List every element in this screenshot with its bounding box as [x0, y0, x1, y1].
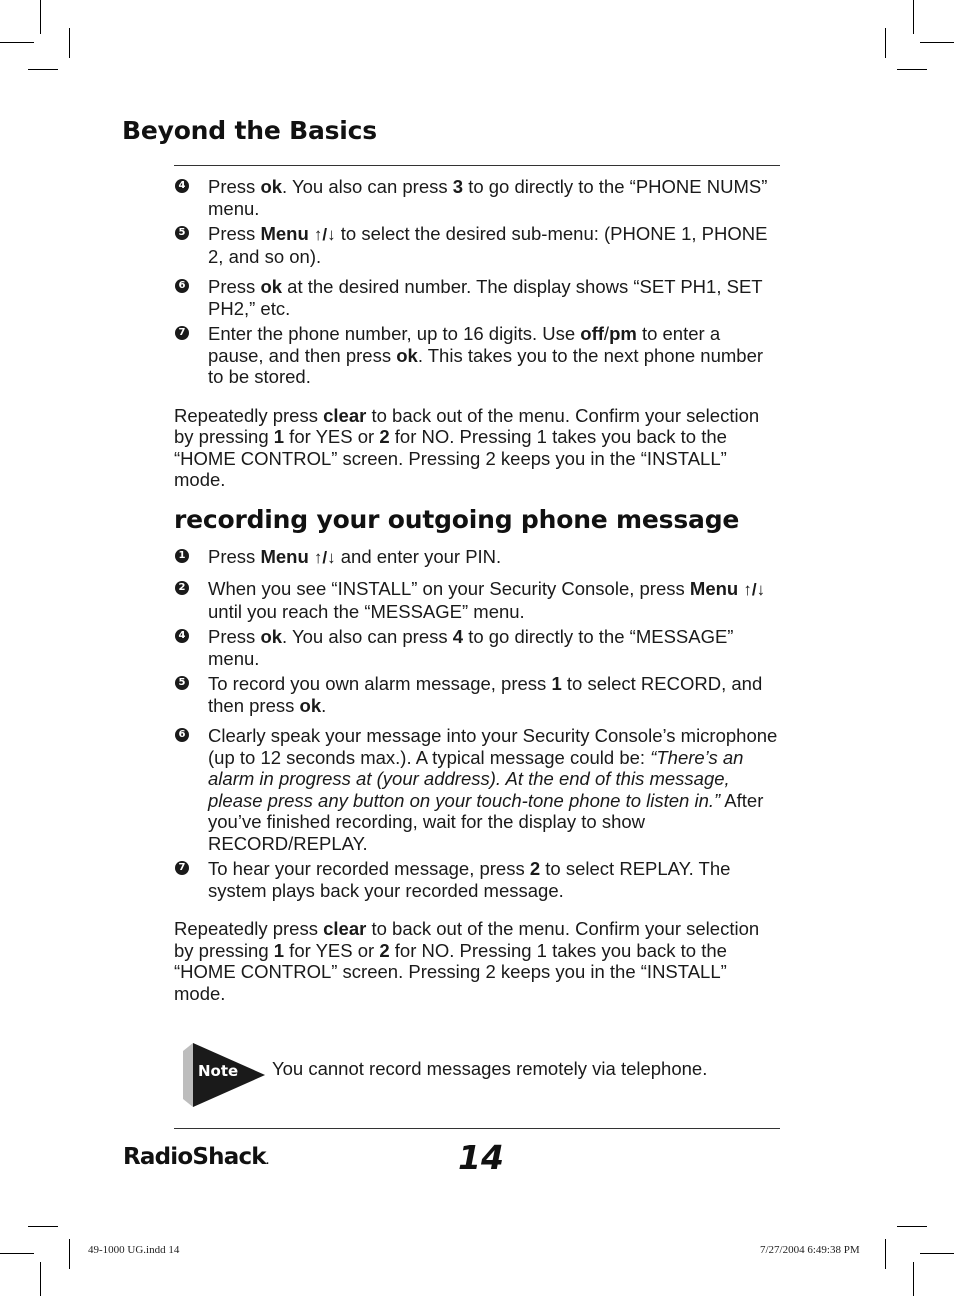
text-run: Press: [208, 223, 261, 244]
example-message: “There’s an alarm in progress at (your address). At the end of this message, please press any button on your touch-tone phone to listen in.”: [208, 746, 744, 811]
text-run: Enter the phone number, up to 16 digits. Use: [208, 323, 581, 344]
step-item: [174, 858, 780, 901]
steps-list-recording: [174, 546, 780, 902]
step-item: [174, 323, 780, 388]
text-run: to go directly to the “MESSAGE” menu.: [208, 626, 734, 669]
brand-name: RadioShack: [123, 1144, 266, 1170]
footer-rule: [174, 1128, 780, 1129]
key-name: ok: [299, 694, 322, 716]
step-item: [174, 276, 780, 319]
key-name: ok: [260, 276, 283, 297]
step-item: [174, 673, 780, 716]
text-run: To hear your recorded message, press: [208, 858, 530, 879]
key-name: 2: [529, 858, 541, 879]
step-text: [208, 323, 780, 388]
text-run: to select REPLAY. The system plays back your recorded message.: [208, 858, 731, 901]
text-run: After you’ve finished recording, wait for the display to show RECORD/REPLAY.: [208, 789, 764, 854]
steps-list-phone-numbers: [174, 176, 780, 388]
step-number-icon: 7: [175, 861, 189, 875]
key-name: pm: [609, 323, 637, 344]
paragraph-b: [174, 918, 780, 1004]
key-name: 2: [379, 939, 390, 961]
key-name: Menu: [260, 545, 314, 567]
key-name: 2: [379, 426, 390, 447]
text-run: Press: [208, 626, 261, 647]
key-name: ok: [260, 176, 283, 197]
step-text: [208, 223, 780, 267]
header-rule: [174, 165, 780, 166]
step-item: [174, 725, 780, 854]
text-run: Press: [208, 276, 261, 297]
key-name: 1: [273, 939, 285, 961]
step-text: [208, 176, 780, 219]
key-name: ok: [260, 626, 283, 647]
step-text: [208, 546, 780, 569]
text-run: Press: [208, 545, 261, 567]
step-number-icon: 4: [175, 629, 189, 643]
up-down-arrows-icon: ↑/↓: [313, 225, 336, 244]
text-run: to enter a pause, and then press: [208, 323, 721, 366]
text-run: until you reach the “MESSAGE” menu.: [208, 600, 525, 622]
text-run: for YES or: [284, 939, 380, 961]
text-run: Press: [208, 176, 261, 197]
step-item: [174, 578, 780, 622]
text-run: at the desired number. The display shows “SET PH1, SET PH2,” etc.: [208, 276, 763, 319]
text-run: to back out of the menu. Confirm your selection by pressing: [174, 918, 760, 961]
step-number-icon: 2: [175, 581, 189, 595]
main-content: [174, 176, 780, 1004]
key-name: 3: [452, 176, 464, 197]
radioshack-logo: [123, 1144, 268, 1170]
step-item: [174, 626, 780, 669]
text-run: Repeatedly press: [174, 404, 324, 426]
brand-mark: .: [265, 1157, 269, 1167]
note-text: You cannot record messages remotely via telephone.: [272, 1058, 708, 1079]
step-text: [208, 578, 780, 622]
text-run: to select the desired sub-menu: (PHONE 1, PHONE 2, and so on).: [208, 223, 768, 267]
text-run: . This takes you to the next phone number to be stored.: [208, 344, 764, 387]
section-title: Beyond the Basics: [122, 116, 377, 145]
key-name: ok: [396, 344, 418, 366]
key-name: clear: [323, 404, 367, 426]
page-number: 14: [458, 1138, 504, 1177]
text-run: . You also can press: [282, 626, 453, 647]
up-down-arrows-icon: ↑/↓: [313, 547, 336, 567]
text-run: to go directly to the “PHONE NUMS” menu.: [208, 176, 768, 219]
text-run: To record you own alarm message, press: [208, 673, 552, 694]
step-number-icon: 4: [175, 179, 189, 193]
text-run: for NO. Pressing 1 takes you back to the “HOME CONTROL” screen. Pressing 2 keeps you in the “INSTALL” mode.: [174, 426, 727, 490]
step-text: [208, 858, 780, 901]
step-text: [208, 725, 780, 854]
step-number-icon: 5: [175, 226, 189, 240]
text-run: to back out of the menu. Confirm your selection by pressing: [174, 404, 760, 447]
text-run: Repeatedly press: [174, 918, 324, 939]
note-label: Note: [198, 1062, 239, 1080]
step-number-icon: 6: [175, 279, 189, 293]
key-name: 4: [452, 626, 464, 647]
step-number-icon: 6: [175, 728, 189, 742]
text-run: for YES or: [284, 426, 380, 447]
slug-file-info: 49-1000 UG.indd 14: [88, 1244, 180, 1256]
text-run: When you see “INSTALL” on your Security Console, press: [208, 578, 690, 599]
step-text: [208, 626, 780, 669]
text-run: and enter your PIN.: [335, 545, 502, 567]
key-name: clear: [323, 918, 367, 939]
up-down-arrows-icon: ↑/↓: [743, 580, 766, 599]
step-number-icon: 7: [175, 326, 189, 340]
key-name: 1: [273, 426, 285, 447]
step-text: [208, 673, 780, 716]
key-name: Menu: [689, 578, 744, 599]
slug-timestamp: 7/27/2004 6:49:38 PM: [760, 1244, 860, 1256]
step-item: [174, 223, 780, 267]
step-item: [174, 176, 780, 219]
step-item: [174, 546, 780, 569]
step-number-icon: 5: [175, 676, 189, 690]
key-name: off: [580, 323, 604, 344]
step-number-icon: 1: [175, 549, 189, 563]
text-run: /: [603, 323, 610, 344]
paragraph-a: [174, 405, 780, 491]
text-run: Clearly speak your message into your Security Console’s microphone (up to 12 seconds max.). A typical message could be:: [208, 725, 778, 768]
step-text: [208, 276, 780, 319]
text-run: . You also can press: [282, 176, 453, 197]
text-run: .: [321, 694, 327, 716]
key-name: Menu: [260, 223, 314, 244]
key-name: 1: [551, 673, 562, 694]
subsection-title: recording your outgoing phone message: [174, 504, 740, 534]
text-run: to select RECORD, and then press: [208, 673, 763, 716]
text-run: for NO. Pressing 1 takes you back to the “HOME CONTROL” screen. Pressing 2 keeps you in the “INSTALL” mode.: [174, 939, 727, 1004]
